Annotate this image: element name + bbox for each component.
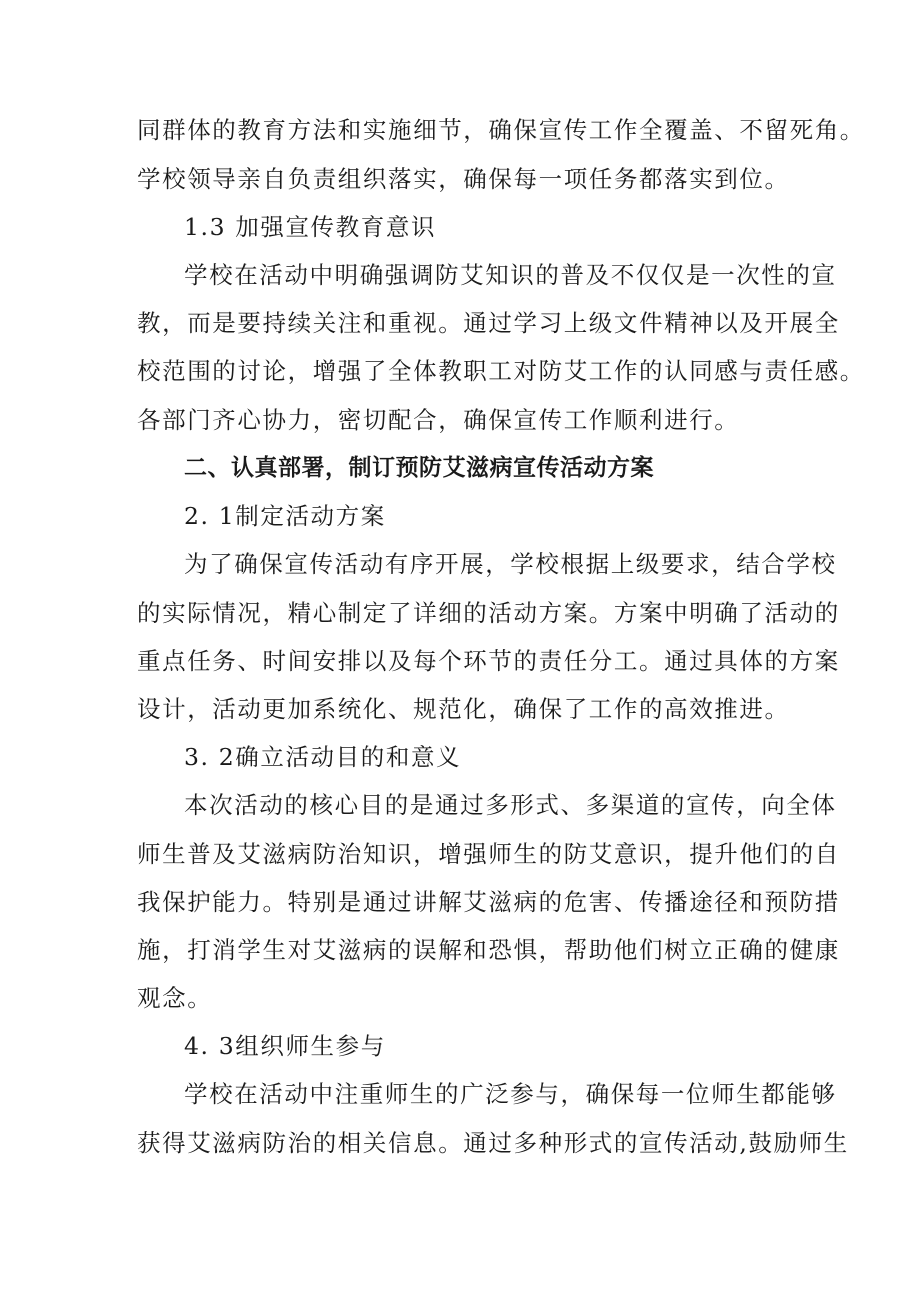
paragraph-line: 校范围的讨论，增强了全体教职工对防艾工作的认同感与责任感。 bbox=[137, 357, 865, 385]
paragraph-line: 为了确保宣传活动有序开展，学校根据上级要求，结合学校 bbox=[184, 550, 837, 578]
section-heading: 2. 1制定活动方案 bbox=[184, 502, 386, 530]
paragraph-line: 师生普及艾滋病防治知识，增强师生的防艾意识，提升他们的自 bbox=[137, 840, 840, 868]
paragraph-line: 学校领导亲自负责组织落实，确保每一项任务都落实到位。 bbox=[137, 165, 790, 193]
section-heading: 4. 3组织师生参与 bbox=[184, 1032, 386, 1060]
paragraph-line: 本次活动的核心目的是通过多形式、多渠道的宣传，向全体 bbox=[184, 791, 837, 819]
paragraph-line: 同群体的教育方法和实施细节，确保宣传工作全覆盖、不留死角。 bbox=[137, 116, 865, 144]
paragraph-line: 施，打消学生对艾滋病的误解和恐惧，帮助他们树立正确的健康 bbox=[137, 936, 840, 964]
paragraph-line: 我保护能力。特别是通过讲解艾滋病的危害、传播途径和预防措 bbox=[137, 888, 840, 916]
section-heading: 3. 2确立活动目的和意义 bbox=[184, 743, 462, 771]
paragraph-line: 学校在活动中注重师生的广泛参与，确保每一位师生都能够 bbox=[184, 1080, 837, 1108]
paragraph-line: 的实际情况，精心制定了详细的活动方案。方案中明确了活动的 bbox=[137, 599, 840, 627]
section-heading: 1.3 加强宣传教育意识 bbox=[184, 213, 437, 241]
paragraph-line: 教，而是要持续关注和重视。通过学习上级文件精神以及开展全 bbox=[137, 309, 840, 337]
paragraph-line: 各部门齐心协力，密切配合，确保宣传工作顺利进行。 bbox=[137, 406, 740, 434]
paragraph-line: 获得艾滋病防治的相关信息。通过多种形式的宣传活动,鼓励师生 bbox=[137, 1129, 849, 1157]
paragraph-line: 学校在活动中明确强调防艾知识的普及不仅仅是一次性的宣 bbox=[184, 261, 837, 289]
paragraph-line: 设计，活动更加系统化、规范化，确保了工作的高效推进。 bbox=[137, 695, 790, 723]
paragraph-line: 观念。 bbox=[137, 984, 213, 1012]
chapter-heading: 二、认真部署，制订预防艾滋病宣传活动方案 bbox=[184, 455, 654, 481]
paragraph-line: 重点任务、时间安排以及每个环节的责任分工。通过具体的方案 bbox=[137, 647, 840, 675]
